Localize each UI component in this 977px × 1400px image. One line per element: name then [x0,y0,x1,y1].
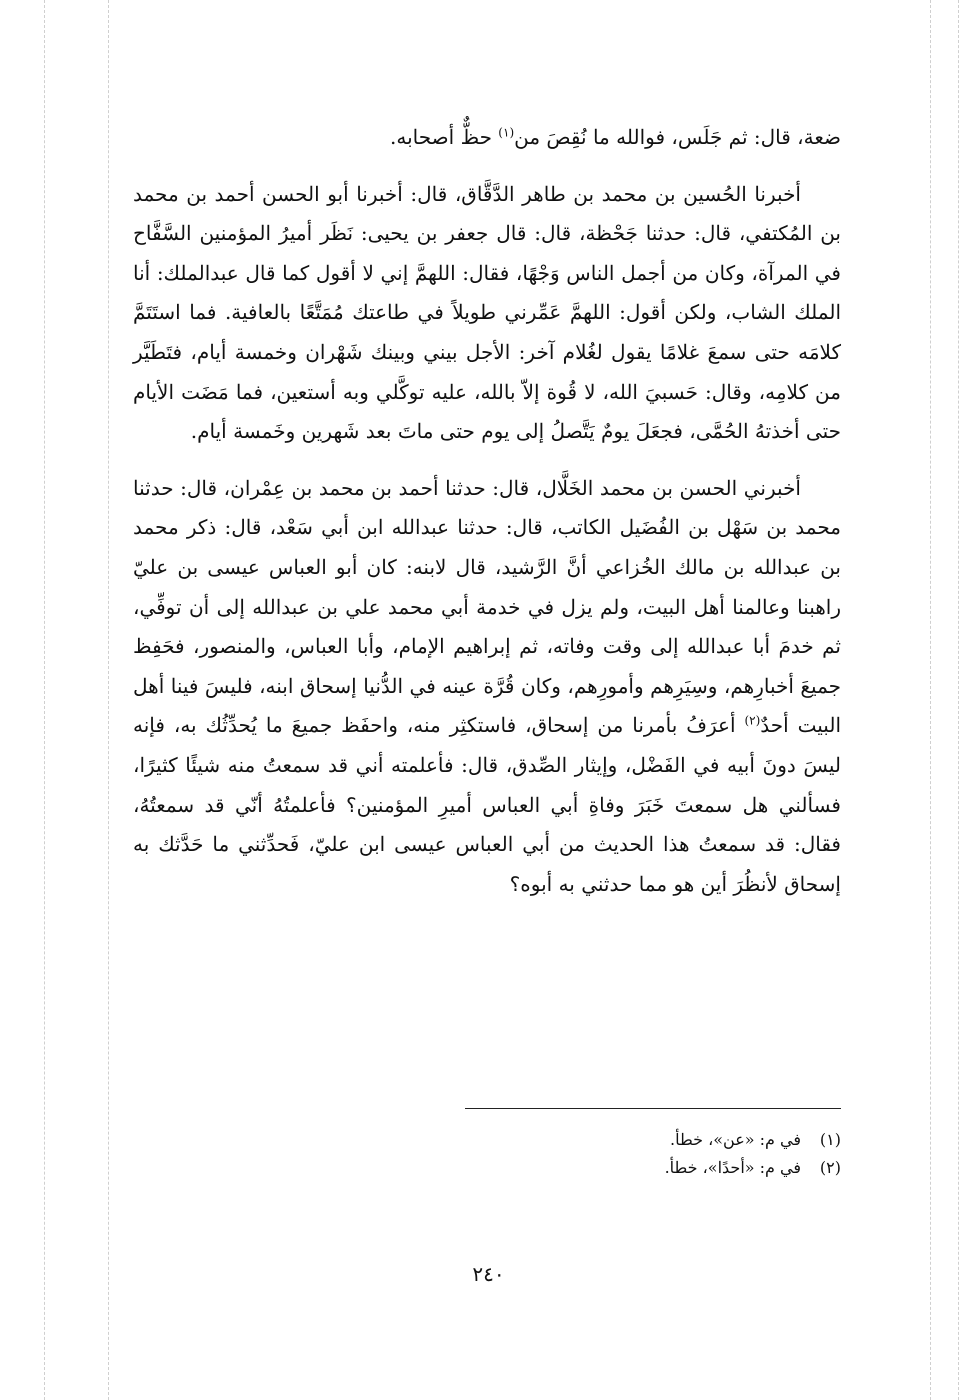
scan-guide-line [44,0,45,1400]
scan-guide-line [958,0,959,1400]
footnote-marker[interactable]: (٢) [744,713,761,728]
footnote-text: في م: «أحدًا»، خطأ. [664,1158,801,1177]
paragraph-continuation [133,118,841,158]
paragraph-text: أعرَفُ بأمرنا من إسحاق، فاستكثِر منه، واحفَظ جميعَ ما يُحدِّثُك به، فإنه ليسَ دونَ أبيه في الفَضْل، وإيثار الصِّدق، قال: فأعلمته أني قد سمعتُ منه شيئًا كثيرًا، فسألني هل سمعتَ خَبَرَ وفاةِ أبي العباس أميرِ المؤمنين؟ فأعلمتُهُ أنّي قد سمعتُهُ، فقال: قد سمعتُ هذا الحديث من أبي العباس عيسى ابن عليّ، فَحدِّثني ما حَدَّثك به إسحاق لأنظُرَ أين هو مما حدثني به أبوه؟ [133,713,841,896]
paragraph-text: ضعة، قال: ثم جَلَس، فوالله ما نُقِصَ من [514,125,841,149]
paragraph-text: أخبرنا الحُسين بن محمد بن طاهر الدَّقَّاق، قال: أخبرنا أبو الحسن أحمد بن محمد بن المُكتفي، قال: حدثنا جَحْظة، قال: قال جعفر بن يحيى: نَظَر أميرُ المؤمنين السَّفَّاح في المرآة، وكان من أجمل الناس وَجْهًا، فقال: اللهمَّ إني لا أقول كما قال عبدالملك: أنا الملك الشاب، ولكن أقول: اللهمَّ عَمِّرني طويلاً في طاعتك مُمَتَّعًا بالعافية. فما استَتَمَّ كلامَه حتى سمعَ غلامًا يقول لغُلام آخر: الأجل بيني وبينك شَهْران وخمسة أيام، فتَطَيَّر من كلامِه، وقال: حَسبيَ الله، لا قُوة إلاّ بالله، عليه توكَّلي وبه أستعين، فما مَضَت الأيام حتى أخذتهُ الحُمَّى، فجعَلَ يومٌ يَتَّصلُ إلى يوم حتى ماتَ بعد شَهرين وخَمسة أيام. [133,181,841,444]
footnote-marker[interactable]: (١) [498,125,515,140]
paragraph-text: أخبرني الحسن بن محمد الخَلَّال، قال: حدثنا أحمد بن محمد بن عِمْران، قال: حدثنا محمد بن سَهْل بن الفُضَيل الكاتب، قال: حدثنا عبدالله ابن أبي سَعْد، قال: ذكر محمد بن عبدالله بن مالك الخُزاعي أنَّ الرَّشيد، قال لابنه: كان أبو العباس عيسى بن عليّ راهبنا وعالمنا أهل البيت، ولم يزل في خدمة أبي محمد علي بن عبدالله إلى أن توفِّي، ثم خدمَ أبا عبدالله إلى وقت وفاته، ثم إبراهيم الإمام، وأبا العباس، والمنصور، فحَفِظ جميعَ أخبارِهم، وسِيَرِهم وأمورِهم، وكان قُرَّة عينه في الدُّنيا إسحاق ابنه، فليسَ فينا أهل البيت أحدٌ [133,475,841,738]
scan-guide-line [108,0,109,1400]
footnote-number: (٢) [819,1158,841,1177]
footnotes [133,1126,841,1182]
footnote-text: في م: «عن»، خطأ. [670,1130,801,1149]
scan-guide-line [930,0,931,1400]
paragraph-rashid [133,469,841,905]
footnote-number: (١) [819,1130,841,1149]
footnote-item [133,1126,841,1154]
footnote-item [133,1154,841,1182]
page-body [133,118,841,904]
paragraph-text: حظٌّ أصحابه. [390,125,499,149]
footnote-separator [465,1108,841,1109]
page-number: ٢٤٠ [472,1262,505,1286]
paragraph-saffah [133,175,841,452]
